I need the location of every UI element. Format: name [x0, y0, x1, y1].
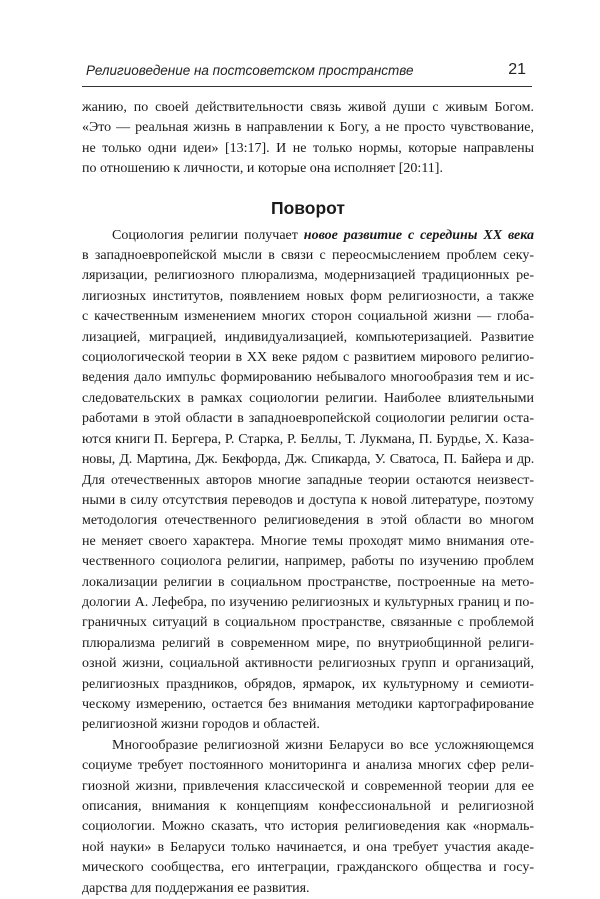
text-line	[82, 226, 534, 246]
text-line: лигиозных институтов, появлением новых форм религиозности, а также	[82, 288, 534, 304]
text-line: новы, Д. Мартина, Дж. Бекфорда, Дж. Спикарда, У. Сватоса, П. Байера и др.	[82, 452, 534, 468]
text-line: гиозной жизни, привлечения классической и современной теории для ее	[82, 778, 534, 794]
text-line: «Это — реальная жизнь в направлении к Богу, а не просто чувствование,	[82, 120, 534, 136]
section-paragraph-1	[82, 226, 534, 736]
header-divider	[82, 86, 532, 87]
text-line: чественного социолога религии, например, работы по изучению проблем	[82, 554, 534, 570]
section-heading: Поворот	[271, 197, 345, 218]
emphasized-phrase: новое развитие с середины XX века	[303, 227, 534, 243]
text-line: дологии А. Лефебра, по изучению религиозных и культурных границ и по-	[82, 594, 534, 610]
section-paragraph-2	[82, 736, 534, 899]
text-line: Многообразие религиозной жизни Беларуси во все усложняющемся	[112, 737, 534, 753]
text-line: ной науки» в Беларуси только начинается, и она требует участия акаде-	[82, 839, 534, 855]
text-line: описания, внимания к концепциям конфессиональной и религиозной	[82, 799, 534, 814]
text-line: ческому измерению, остается без внимания методики картографирование	[82, 696, 534, 712]
text-line: не меняет своего характера. Многие темы проходят мимо внимания оте-	[82, 533, 534, 549]
text-line: религиозной жизни городов и областей.	[82, 717, 320, 733]
text-line: Для отечественных авторов многие западные теории остаются неизвест-	[82, 472, 534, 488]
text-line: граничных ситуаций в социальном пространстве, связанные с проблемой	[82, 615, 534, 631]
text-line: с качественным изменением многих сторон социальной жизни — глоба-	[82, 309, 534, 325]
text-line: локализации религии в социальном пространстве, построенные на мето-	[82, 574, 534, 590]
text-line: не только одни идеи» [13:17]. И не только нормы, которые направлены	[82, 140, 534, 156]
text-line: плюрализма религий в современном мире, по внутриобщинной религи-	[82, 635, 534, 651]
text-line: ведения дало импульс формированию небывалого многообразия тем и ис-	[82, 370, 534, 386]
text-line: ляризации, религиозного плюрализма, модернизацией традиционных ре-	[82, 268, 534, 284]
text-line: социологической теории в XX веке рядом с развитием мирового религио-	[82, 350, 534, 366]
text-line: по отношению к личности, и которые она исполняет [20:11].	[82, 161, 443, 177]
text-line: социологии. Можно сказать, что история религиоведения как «нормаль-	[82, 819, 534, 835]
text-line: в западноевропейской мысли в связи с переосмыслением проблем секу-	[82, 248, 534, 264]
text-line: следовательских в рамках социологии религии. Наиболее влиятельными	[82, 390, 534, 406]
text-line: ными в силу отсутствия переводов и доступа к новой литературе, поэтому	[82, 492, 534, 508]
text-line: озной жизни, социальной активности религиозных групп и организаций,	[82, 656, 534, 672]
text-line: методология отечественного религиоведения в этой области во многом	[82, 513, 534, 529]
text-line: религиозных праздников, обрядов, ярмарок, их культурному и семиоти-	[82, 676, 534, 692]
text-line: ются книги П. Бергера, Р. Старка, Р. Беллы, Т. Лукмана, П. Бурдье, Х. Каза-	[82, 431, 534, 447]
running-title: Религиоведение на постсоветском пространстве	[86, 63, 414, 78]
text-line: дарства для поддержания ее развития.	[82, 880, 310, 896]
text-line: жанию, по своей действительности связь живой души с живым Богом.	[82, 100, 534, 115]
text-line: мического сообщества, его интеграции, гражданского общества и госу-	[82, 860, 534, 876]
running-header	[82, 61, 532, 81]
text-line: лизацией, миграцией, индивидуализацией, компьютеризацией. Развитие	[82, 329, 534, 345]
text-line: социуме требует постоянного мониторинга и анализа многих сфер рели-	[82, 758, 534, 774]
intro-paragraph	[82, 98, 534, 180]
lead-text: Социология религии получает	[112, 227, 304, 243]
page-number: 21	[508, 61, 526, 78]
page-body	[82, 98, 534, 899]
text-line: работами в этой области в западноевропейской социологии религии оста-	[82, 411, 534, 427]
